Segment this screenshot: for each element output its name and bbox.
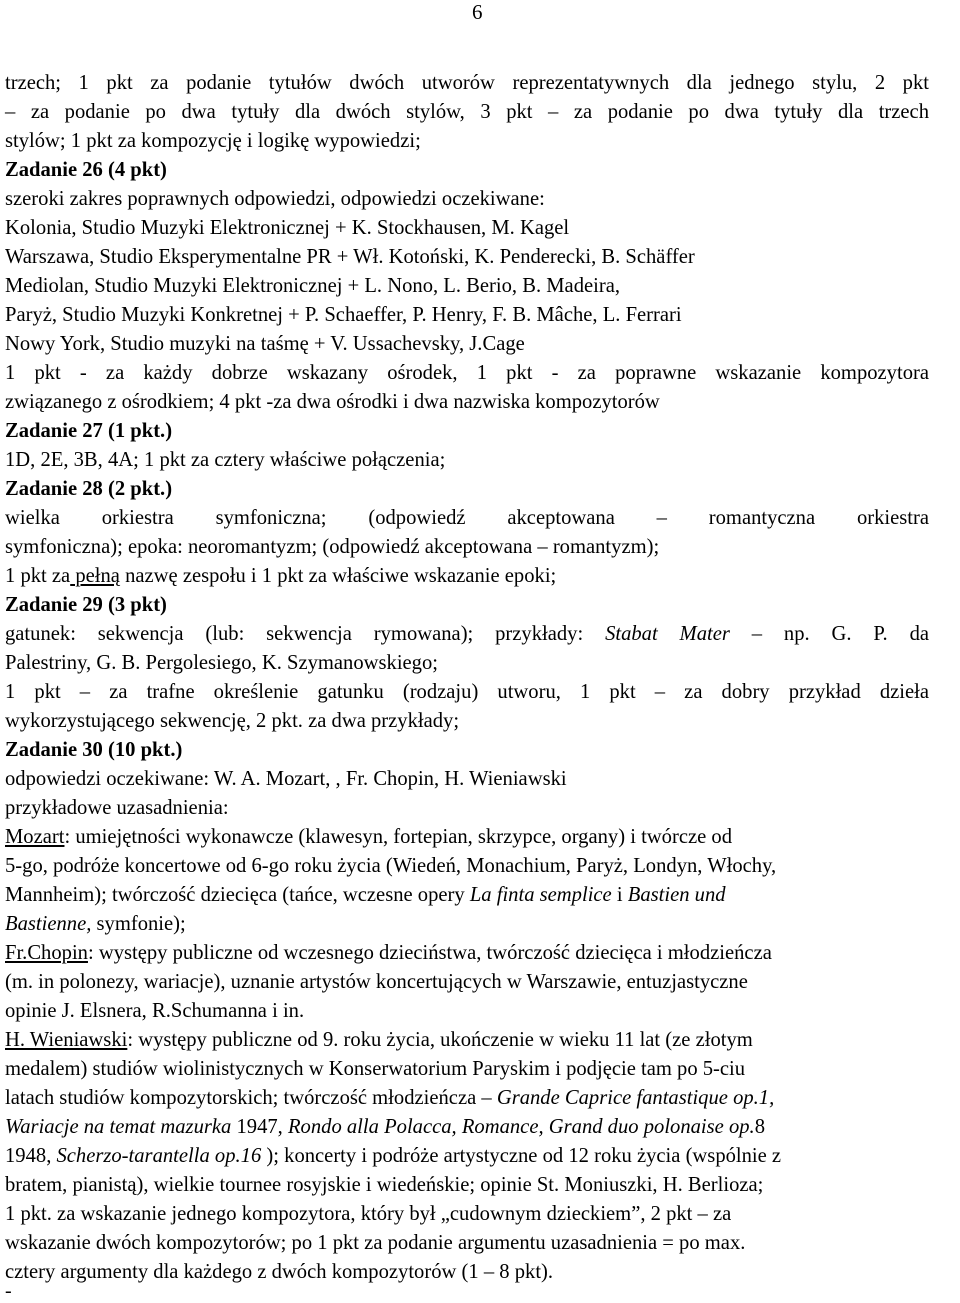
text-span: Mannheim); twórczość dziecięca (tańce, wczesne opery <box>5 884 470 906</box>
text-line: Paryż, Studio Muzyki Konkretnej + P. Schaeffer, P. Henry, F. B. Mâche, L. Ferrari <box>5 304 682 326</box>
text-line: cztery argumenty dla każdego z dwóch kompozytorów (1 – 8 pkt). <box>5 1261 554 1283</box>
text-line: medalem) studiów wiolinistycznych w Konserwatorium Paryskim i podjęcie tam po 5-ciu <box>5 1058 746 1080</box>
text-line: opinie J. Elsnera, R.Schumanna i in. <box>5 1000 305 1022</box>
text-span: 1 pkt za <box>5 565 71 587</box>
footer-dash: - <box>5 1280 12 1302</box>
text-line: związanego z ośrodkiem; 4 pkt -za dwa ośrodki i dwa nazwiska kompozytorów <box>5 391 660 413</box>
text-line: 1 pkt - za każdy dobrze wskazany ośrodek, 1 pkt - za poprawne wskazanie kompozytora <box>5 362 929 384</box>
text-line <box>5 620 929 649</box>
text-line: szeroki zakres poprawnych odpowiedzi, odpowiedzi oczekiwane: <box>5 188 545 210</box>
text-span: nazwę zespołu i 1 pkt za właściwe wskazanie epoki; <box>119 565 557 587</box>
page-number: 6 <box>472 0 483 24</box>
text-line: Mediolan, Studio Muzyki Elektronicznej + L. Nono, L. Berio, B. Madeira, <box>5 275 621 297</box>
text-line: 1 pkt – za trafne określenie gatunku (rodzaju) utworu, 1 pkt – za dobry przykład dzieła <box>5 681 929 703</box>
text-line <box>5 1026 929 1055</box>
text-span: : występy publiczne od wczesnego dzieciństwa, twórczość dziecięca i młodzieńcza <box>87 942 772 964</box>
text-line: 1D, 2E, 3B, 4A; 1 pkt za cztery właściwe połączenia; <box>5 449 446 471</box>
text-line: odpowiedzi oczekiwane: W. A. Mozart, , Fr. Chopin, H. Wieniawski <box>5 768 567 790</box>
italic-title: Stabat Mater <box>605 623 730 645</box>
text-line: wielka orkiestra symfoniczna; (odpowiedź akceptowana – romantyczna orkiestra <box>5 507 929 529</box>
underlined-text: pełną <box>70 565 120 587</box>
text-span: 1948, <box>5 1145 57 1167</box>
text-span: 8 <box>754 1116 765 1138</box>
text-line: Palestriny, G. B. Pergolesiego, K. Szymanowskiego; <box>5 652 439 674</box>
text-line: bratem, pianistą), wielkie tournee rosyjskie i wiedeńskie; opinie St. Moniuszki, H. Berlioza; <box>5 1174 764 1196</box>
text-line: Warszawa, Studio Eksperymentalne PR + Wł. Kotoński, K. Penderecki, B. Schäffer <box>5 246 695 268</box>
text-line: 5-go, podróże koncertowe od 6-go roku życia (Wiedeń, Monachium, Paryż, Londyn, Włochy, <box>5 855 777 877</box>
text-line <box>5 1142 929 1171</box>
text-span: : umiejętności wykonawcze (klawesyn, fortepian, skrzypce, organy) i twórcze od <box>64 826 733 848</box>
text-span: ); koncerty i podróże artystyczne od 12 roku życia (wspólnie z <box>261 1145 782 1167</box>
text-line <box>5 562 929 591</box>
text-span: – np. G. P. da <box>729 623 930 645</box>
text-line: 1 pkt. za wskazanie jednego kompozytora, który był „cudownym dzieckiem”, 2 pkt – za <box>5 1203 732 1225</box>
text-line <box>5 881 929 910</box>
task-heading-29: Zadanie 29 (3 pkt) <box>5 594 167 616</box>
text-line: Kolonia, Studio Muzyki Elektronicznej + K. Stockhausen, M. Kagel <box>5 217 570 239</box>
text-line: trzech; 1 pkt za podanie tytułów dwóch utworów reprezentatywnych dla jednego stylu, 2 pkt <box>5 72 929 94</box>
task-heading-28: Zadanie 28 (2 pkt.) <box>5 478 173 500</box>
document-body <box>5 69 929 1287</box>
italic-title: Bastien und <box>627 884 726 906</box>
text-line <box>5 1113 929 1142</box>
text-span: latach studiów kompozytorskich; twórczość młodzieńcza – <box>5 1087 497 1109</box>
italic-title: Grande Caprice fantastique op.1, <box>496 1087 775 1109</box>
text-line: symfoniczna); epoka: neoromantyzm; (odpowiedź akceptowana – romantyzm); <box>5 536 660 558</box>
text-line <box>5 939 929 968</box>
task-heading-27: Zadanie 27 (1 pkt.) <box>5 420 173 442</box>
text-line: wskazanie dwóch kompozytorów; po 1 pkt za podanie argumentu uzasadnienia = po max. <box>5 1232 746 1254</box>
italic-title: Wariacje na temat mazurka <box>5 1116 232 1138</box>
text-span: i <box>611 884 628 906</box>
text-line: przykładowe uzasadnienia: <box>5 797 229 819</box>
text-span: symfonie); <box>91 913 186 935</box>
underlined-name: Mozart <box>5 826 65 848</box>
underlined-name: H. Wieniawski <box>5 1029 128 1051</box>
text-line <box>5 1084 929 1113</box>
italic-title: Scherzo-tarantella op.16 <box>56 1145 262 1167</box>
text-span: : występy publiczne od 9. roku życia, ukończenie w wieku 11 lat (ze złotym <box>127 1029 753 1051</box>
text-line: stylów; 1 pkt za kompozycję i logikę wypowiedzi; <box>5 130 421 152</box>
italic-title: Bastienne, <box>5 913 92 935</box>
task-heading-30: Zadanie 30 (10 pkt.) <box>5 739 183 761</box>
text-line <box>5 823 929 852</box>
italic-title: Rondo alla Polacca, Romance, Grand duo polonaise op. <box>287 1116 755 1138</box>
text-line: – za podanie po dwa tytuły dla dwóch stylów, 3 pkt – za podanie po dwa tytuły dla trzech <box>5 101 929 123</box>
text-span: 1947, <box>231 1116 288 1138</box>
text-line <box>5 910 929 939</box>
underlined-name: Fr.Chopin <box>5 942 88 964</box>
text-line: Nowy York, Studio muzyki na taśmę + V. Ussachevsky, J.Cage <box>5 333 525 355</box>
text-line: (m. in polonezy, wariacje), uznanie artystów koncertujących w Warszawie, entuzjastyczne <box>5 971 748 993</box>
task-heading-26: Zadanie 26 (4 pkt) <box>5 159 167 181</box>
italic-title: La finta semplice <box>469 884 612 906</box>
text-span: gatunek: sekwencja (lub: sekwencja rymowana); przykłady: <box>5 623 606 645</box>
text-line: wykorzystującego sekwencję, 2 pkt. za dwa przykłady; <box>5 710 460 732</box>
